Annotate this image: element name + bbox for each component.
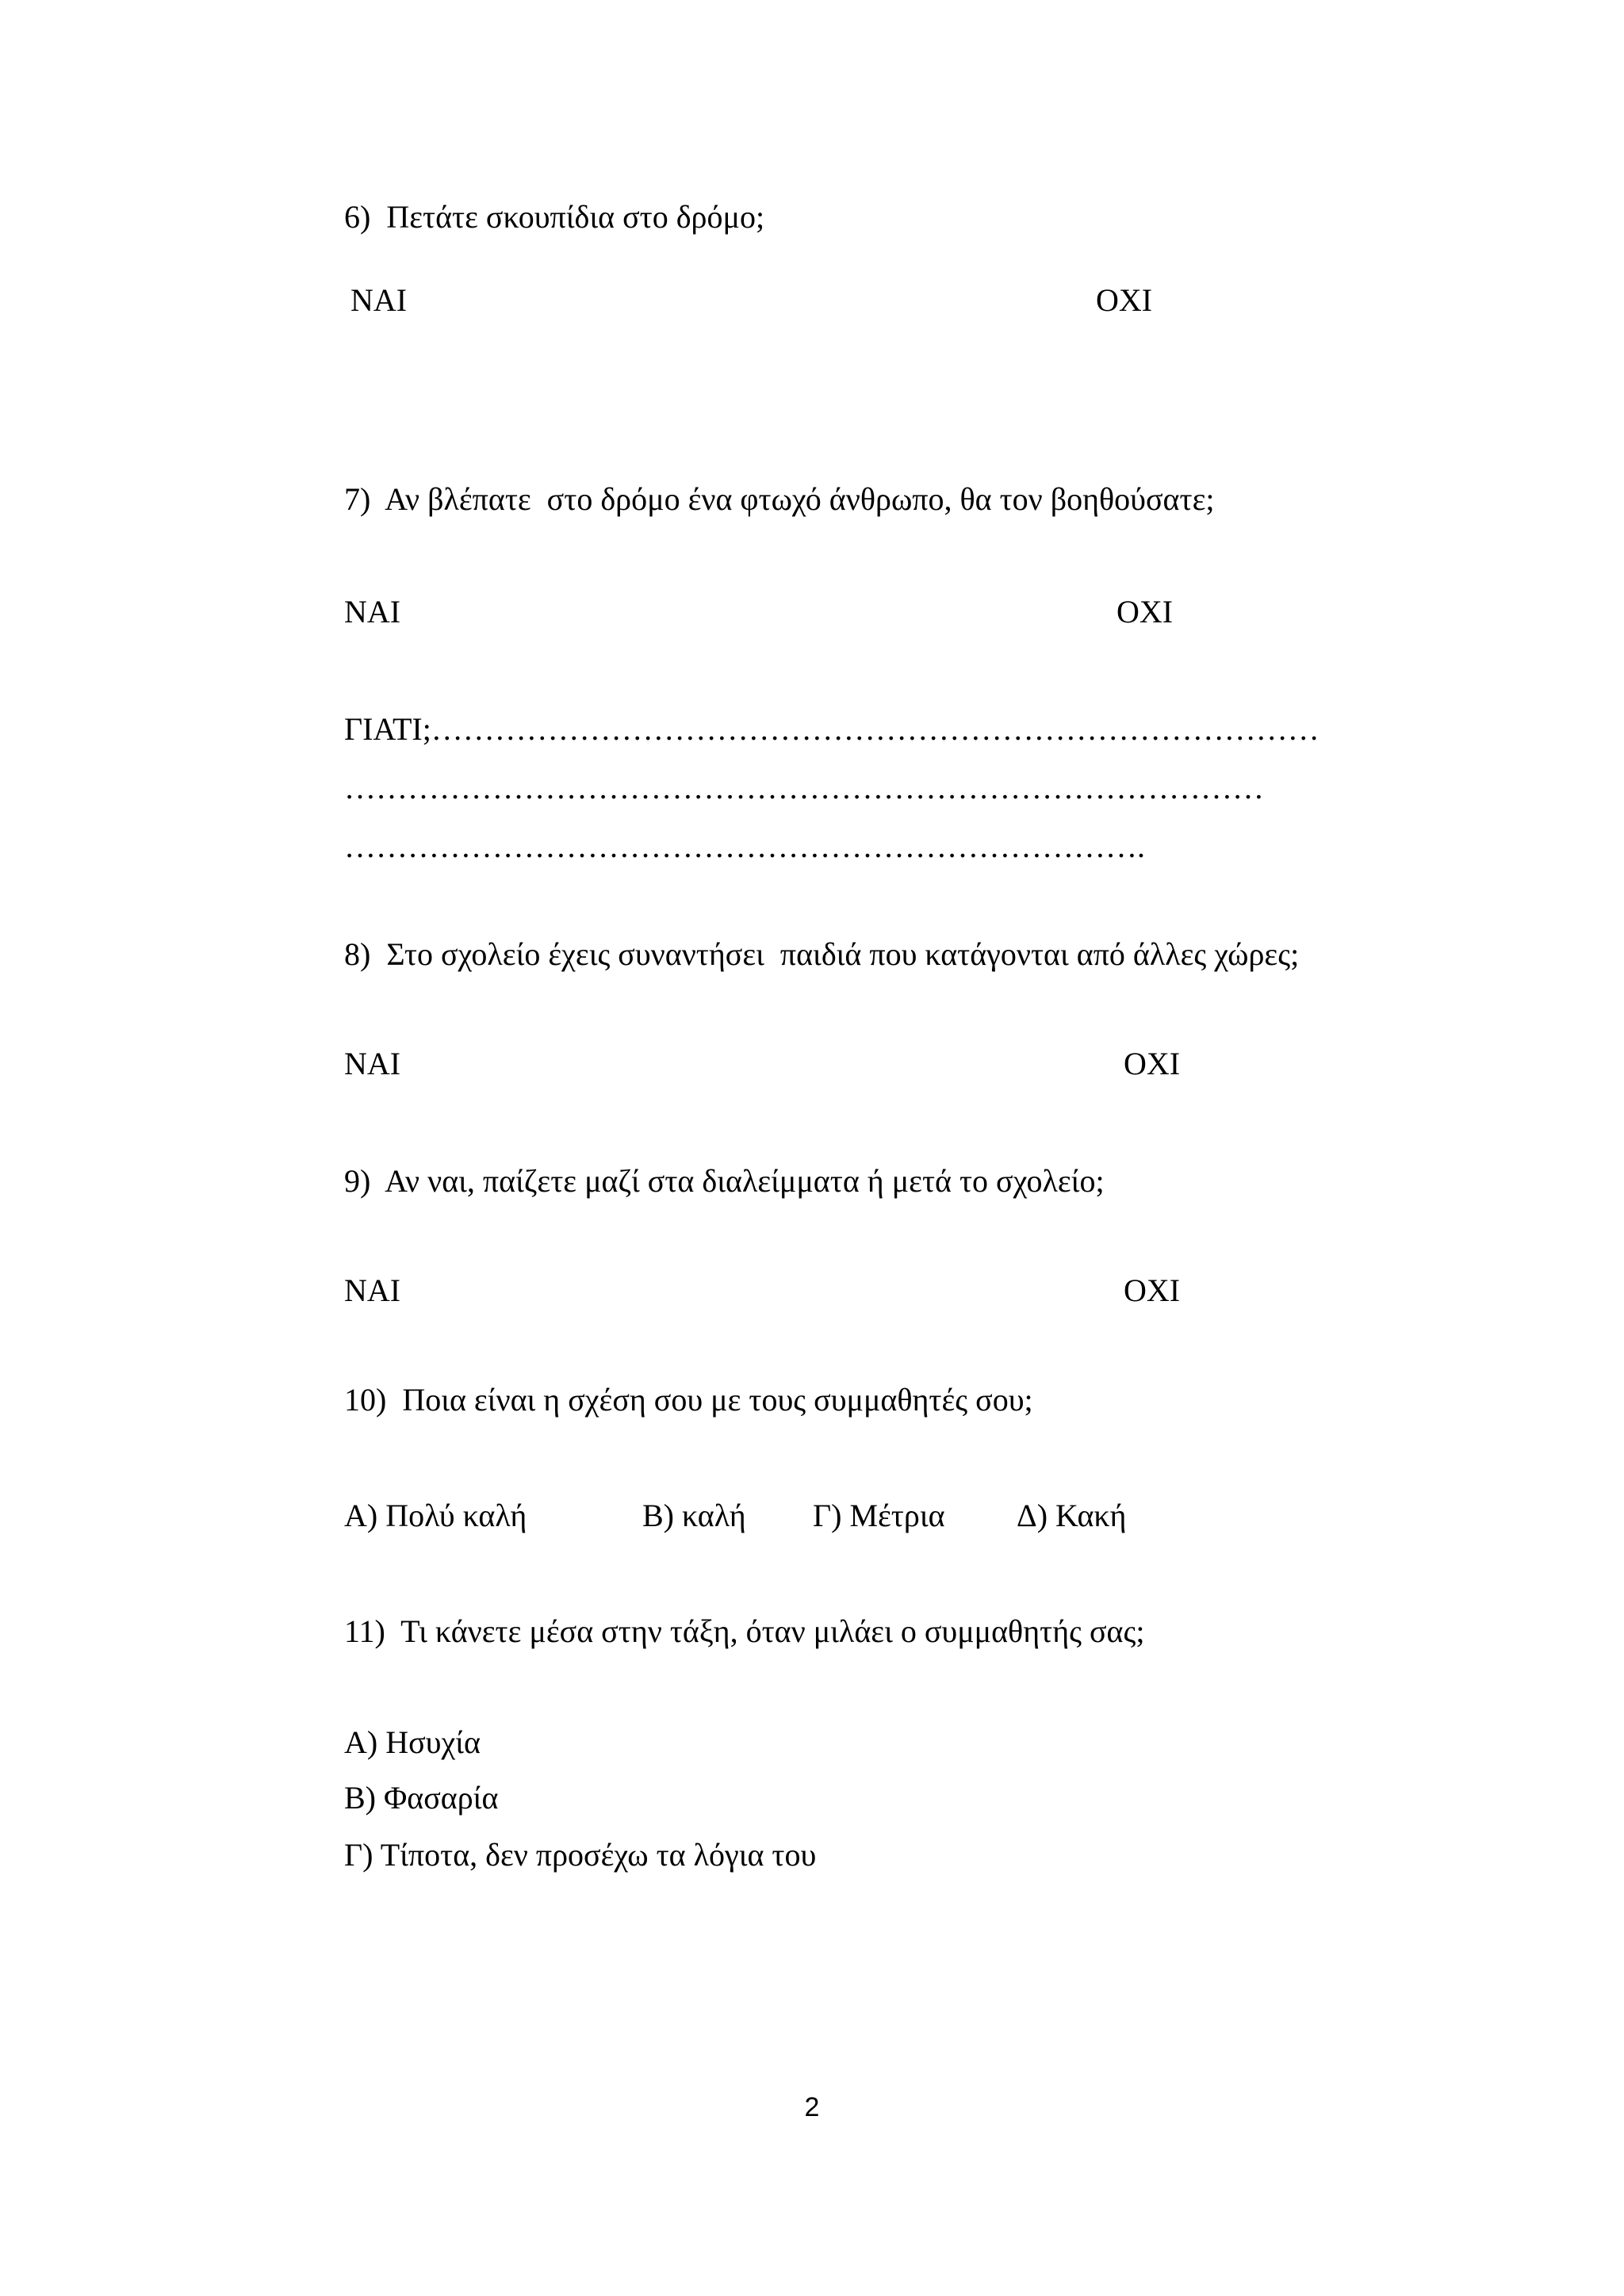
q10-option-c[interactable]: Γ) Μέτρια bbox=[813, 1498, 945, 1533]
q11-option-a[interactable]: Α) Ησυχία bbox=[344, 1724, 481, 1760]
q9-no-option[interactable]: ΟΧΙ bbox=[1124, 1272, 1181, 1308]
question-11: 11) Τι κάνετε μέσα στην τάξη, όταν μιλάει ο συμμαθητής σας; bbox=[344, 1613, 1145, 1649]
q6-no-option[interactable]: ΟΧΙ bbox=[1096, 282, 1153, 318]
q7-yes-option[interactable]: ΝΑΙ bbox=[344, 594, 401, 629]
question-6: 6) Πετάτε σκουπίδια στο δρόμο; bbox=[344, 199, 765, 235]
q11-option-c[interactable]: Γ) Τίποτα, δεν προσέχω τα λόγια του bbox=[344, 1837, 817, 1873]
question-10: 10) Ποια είναι η σχέση σου με τους συμμαθητές σου; bbox=[344, 1382, 1033, 1418]
q8-yes-option[interactable]: ΝΑΙ bbox=[344, 1046, 401, 1081]
q7-answer-line-3: …………………………………………………………………. bbox=[344, 828, 1145, 864]
q8-no-option[interactable]: ΟΧΙ bbox=[1124, 1046, 1181, 1081]
q11-option-b[interactable]: Β) Φασαρία bbox=[344, 1780, 499, 1816]
q10-option-d[interactable]: Δ) Κακή bbox=[1017, 1498, 1127, 1533]
q7-why-label: ΓΙΑΤΙ;………………………………………………………………………… bbox=[344, 711, 1320, 747]
page-number: 2 bbox=[804, 2092, 820, 2122]
q10-option-a[interactable]: Α) Πολύ καλή bbox=[344, 1498, 527, 1533]
q10-option-b[interactable]: Β) καλή bbox=[642, 1498, 746, 1533]
q7-answer-line-2: …………………………………………………………………………… bbox=[344, 770, 1264, 806]
q7-no-option[interactable]: ΟΧΙ bbox=[1116, 594, 1174, 629]
question-8: 8) Στο σχολείο έχεις συναντήσει παιδιά που κατάγονται από άλλες χώρες; bbox=[344, 936, 1300, 972]
question-9: 9) Αν ναι, παίζετε μαζί στα διαλείμματα ή μετά το σχολείο; bbox=[344, 1163, 1105, 1199]
q9-yes-option[interactable]: ΝΑΙ bbox=[344, 1272, 401, 1308]
question-7: 7) Αν βλέπατε στο δρόμο ένα φτωχό άνθρωπο, θα τον βοηθούσατε; bbox=[344, 481, 1215, 517]
q6-yes-option[interactable]: ΝΑΙ bbox=[350, 282, 408, 318]
